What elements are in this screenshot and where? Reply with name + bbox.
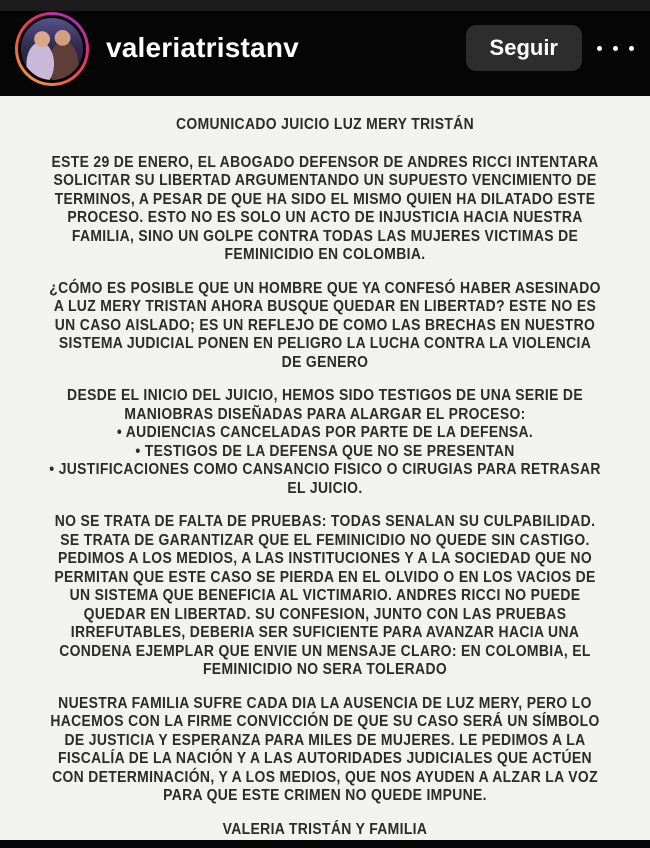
statement-line: PEDIMOS A LOS MEDIOS, A LAS INSTITUCIONES Y A LA SOCIEDAD QUE NO bbox=[57, 550, 593, 567]
statement-line: • TESTIGOS DE LA DEFENSA QUE NO SE PRESENTAN bbox=[135, 442, 515, 460]
statement-body bbox=[0, 154, 650, 806]
statement-line: QUEDAR EN LIBERTAD. SU CONFESION, JUNTO CON LAS PRUEBAS bbox=[83, 605, 567, 623]
statement-line: DESDE EL INICIO DEL JUICIO, HEMOS SIDO TESTIGOS DE UNA SERIE DE bbox=[67, 387, 583, 404]
statement-line: UN CASO AISLADO; ES UN REFLEJO DE COMO LAS BRECHAS EN NUESTRO bbox=[54, 316, 596, 334]
story-ring[interactable] bbox=[15, 12, 89, 86]
statement-line: IRREFUTABLES, DEBERIA SER SUFICIENTE PARA AVANZAR HACIA UNA bbox=[70, 624, 580, 641]
statement-paragraph bbox=[0, 695, 650, 806]
statement-line: • AUDIENCIAS CANCELADAS POR PARTE DE LA DEFENSA. bbox=[116, 424, 534, 441]
statement-paragraph bbox=[0, 280, 650, 373]
statement-title: COMUNICADO JUICIO LUZ MERY TRISTÁN bbox=[176, 116, 474, 133]
statement-line: UN SISTEMA QUE BENEFICIA AL VICTIMARIO. ANDRES RICCI NO PUEDE bbox=[69, 587, 581, 604]
statement-line: CONDENA EJEMPLAR QUE ENVIE UN MENSAJE CLARO: EN COLOMBIA, EL bbox=[59, 642, 591, 660]
statement-line: PARA QUE ESTE CRIMEN NO QUEDE IMPUNE. bbox=[163, 787, 487, 804]
statement-line: FAMILIA, SINO UN GOLPE CONTRA TODAS LAS MUJERES VICTIMAS DE bbox=[71, 227, 579, 245]
statement-line: PROCESO. ESTO NO ES SOLO UN ACTO DE INJUSTICIA HACIA NUESTRA bbox=[67, 209, 583, 226]
statement-line: SE TRATA DE GARANTIZAR QUE EL FEMINICIDIO NO QUEDE SIN CASTIGO. bbox=[60, 531, 590, 549]
dot bbox=[597, 46, 602, 51]
statement-line: SOLICITAR SU LIBERTAD ARGUMENTANDO UN SUPUESTO VENCIMIENTO DE bbox=[53, 172, 597, 189]
statement-line: DE GENERO bbox=[281, 353, 369, 371]
statement-line: SISTEMA JUDICIAL PONEN EN PELIGRO LA LUCHA CONTRA LA VIOLENCIA bbox=[58, 335, 592, 352]
statement-paragraph bbox=[0, 387, 650, 498]
statement-line: TERMINOS, A PESAR DE QUE HA SIDO EL MISMO QUIEN HA DILATADO ESTE bbox=[54, 190, 596, 208]
statement-line: FEMINICIDIO EN COLOMBIA. bbox=[224, 246, 426, 263]
dot bbox=[613, 46, 618, 51]
statement-line: FISCALÍA DE LA NACIÓN Y A LAS AUTORIDADES JUDICIALES QUE ACTÚEN bbox=[58, 750, 592, 767]
statement bbox=[0, 96, 650, 840]
statement-paragraph bbox=[0, 154, 650, 265]
statement-line: ¿CÓMO ES POSIBLE QUE UN HOMBRE QUE YA CONFESÓ HABER ASESINADO bbox=[49, 279, 601, 297]
dot bbox=[629, 46, 634, 51]
statement-line: EL JUICIO. bbox=[287, 479, 363, 497]
statement-line: DE JUSTICIA Y ESPERANZA PARA MILES DE MUJERES. LE PEDIMOS A LA bbox=[64, 731, 586, 749]
bottom-bar bbox=[0, 840, 650, 848]
statement-line: CON DETERMINACIÓN, Y A LOS MEDIOS, QUE NOS AYUDEN A ALZAR LA VOZ bbox=[52, 768, 598, 786]
statement-line: • JUSTIFICACIONES COMO CANSANCIO FISICO O CIRUGIAS PARA RETRASAR bbox=[49, 461, 601, 478]
follow-button[interactable]: Seguir bbox=[466, 25, 582, 71]
statement-signature: VALERIA TRISTÁN Y FAMILIA bbox=[222, 820, 428, 838]
statement-line: ESTE 29 DE ENERO, EL ABOGADO DEFENSOR DE ANDRES RICCI INTENTARA bbox=[51, 153, 599, 171]
statement-line: MANIOBRAS DISEÑADAS PARA ALARGAR EL PROCESO: bbox=[124, 405, 526, 423]
more-options-icon[interactable] bbox=[582, 32, 650, 65]
profile-header bbox=[0, 0, 650, 96]
profile-avatar[interactable] bbox=[18, 15, 86, 83]
statement-line: NUESTRA FAMILIA SUFRE CADA DIA LA AUSENCIA DE LUZ MERY, PERO LO bbox=[58, 694, 592, 712]
statement-line: HACEMOS CON LA FIRME CONVICCIÓN DE QUE SU CASO SERÁ UN SÍMBOLO bbox=[50, 713, 600, 730]
username[interactable]: valeriatristanv bbox=[106, 32, 299, 63]
statement-line: PERMITAN QUE ESTE CASO SE PIERDA EN EL OLVIDO O EN LOS VACIOS DE bbox=[54, 568, 596, 586]
statement-line: A LUZ MERY TRISTAN AHORA BUSQUE QUEDAR EN LIBERTAD? ESTE NO ES bbox=[53, 298, 597, 315]
statement-line: NO SE TRATA DE FALTA DE PRUEBAS: TODAS SENALAN SU CULPABILIDAD. bbox=[54, 513, 596, 530]
statement-line: FEMINICIDIO NO SERA TOLERADO bbox=[202, 661, 448, 678]
statement-paragraph bbox=[0, 513, 650, 680]
